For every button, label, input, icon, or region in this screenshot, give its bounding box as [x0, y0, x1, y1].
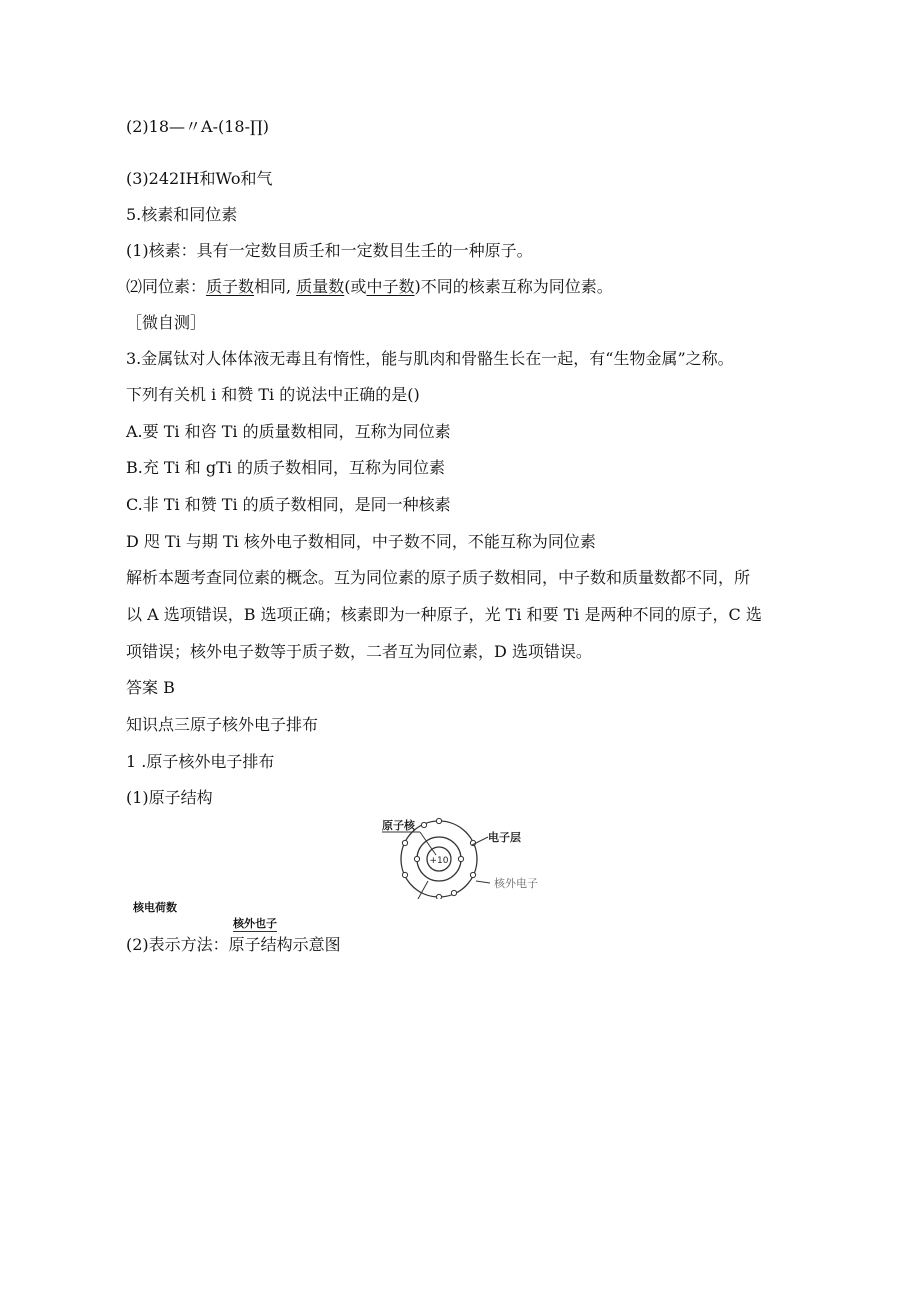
self-test-heading: ［微自测］ — [126, 313, 207, 332]
question-stem-1: 3.金属钛对人体体液无毒且有惰性，能与肌肉和骨骼生长在一起，有“生物金属”之称。 — [126, 349, 734, 368]
isotope-mid-1: 相同, — [254, 277, 297, 296]
subsection-1: 1 .原子核外电子排布 — [126, 752, 275, 771]
outer-electron-label: 核外也子 — [233, 917, 277, 930]
proton-number-term: 质子数 — [206, 277, 255, 296]
atom-structure-diagram — [376, 815, 556, 899]
electron-label: 核外电子 — [494, 877, 538, 890]
atomic-structure-heading: (1)原子结构 — [126, 788, 213, 807]
option-b: B.充 Ti 和 gTi 的质子数相同，互称为同位素 — [126, 458, 446, 477]
neutron-number-term: 中子数 — [366, 277, 415, 296]
nuclear-charge-label: 核电荷数 — [133, 901, 177, 914]
section-heading-5: 5.核素和同位素 — [126, 205, 238, 224]
question-stem-2: 下列有关机 i 和赞 Ti 的说法中正确的是() — [126, 385, 420, 404]
option-d: D 咫 Ti 与期 Ti 核外电子数相同，中子数不同，不能互称为同位素 — [126, 532, 596, 551]
option-a: A.要 Ti 和咨 Ti 的质量数相同，互称为同位素 — [126, 422, 451, 441]
text-line-1: (2)18—〃A-(18-∏) — [126, 117, 269, 136]
isotope-prefix: ⑵同位素： — [126, 277, 207, 296]
nucleus-charge: +10 — [429, 856, 449, 866]
representation-method: (2)表示方法：原子结构示意图 — [126, 935, 341, 954]
text-line-2: (3)242IH和Wo和气 — [126, 169, 273, 188]
analysis-line-3: 项错误；核外电子数等于质子数，二者互为同位素，D 选项错误。 — [126, 642, 592, 661]
analysis-line-1: 解析本题考查同位素的概念。互为同位素的原子质子数相同，中子数和质量数都不同，所 — [126, 568, 751, 587]
knowledge-point-3: 知识点三原子核外电子排布 — [126, 715, 319, 734]
option-c: C.非 Ti 和赞 Ti 的质子数相同，是同一种核素 — [126, 495, 451, 514]
isotope-mid-2: (或 — [344, 277, 367, 296]
mass-number-term: 质量数 — [296, 277, 345, 296]
answer: 答案 B — [126, 678, 175, 697]
isotope-definition — [126, 276, 613, 298]
nucleus-label: 原子核 — [382, 819, 415, 832]
analysis-line-2: 以 A 选项错误，B 选项正确；核素即为一种原子，光 Ti 和要 Ti 是两种不同的原子，C 选 — [126, 605, 762, 624]
shell-label: 电子层 — [488, 831, 521, 844]
nuclide-definition: (1)核素：具有一定数目质壬和一定数目生壬的一种原子。 — [126, 241, 533, 260]
isotope-suffix: )不同的核素互称为同位素。 — [414, 277, 613, 296]
